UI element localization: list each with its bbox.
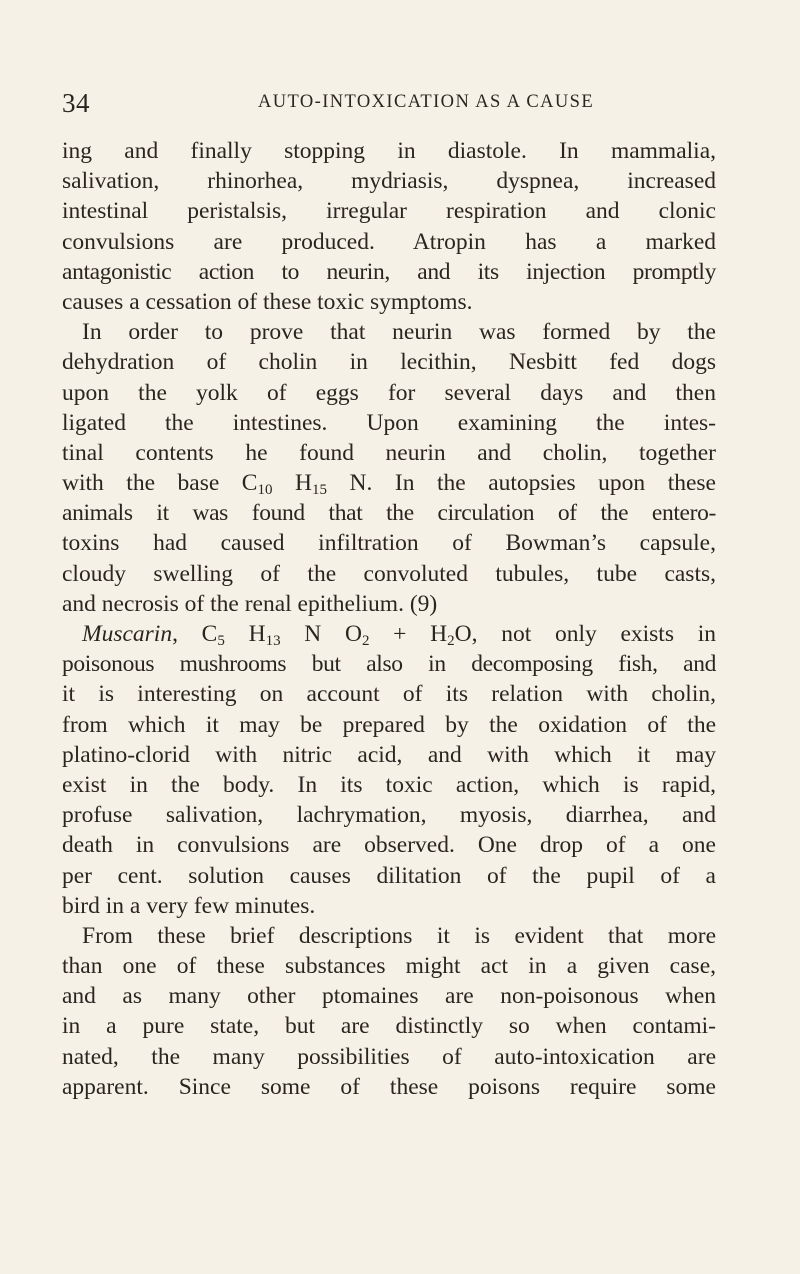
text-line: animals it was found that the circulation of the entero- <box>62 500 716 527</box>
text-line: exist in the body. In its toxic action, which is rapid, <box>62 771 716 798</box>
subscript: 13 <box>265 633 281 649</box>
text-line: death in convulsions are observed. One drop of a one <box>62 832 716 859</box>
formula-text: , C <box>172 621 218 647</box>
text-line: and necrosis of the renal epithelium. (9) <box>62 590 438 617</box>
text-line: salivation, rhinorhea, mydriasis, dyspnea, increased <box>62 168 716 195</box>
running-head: AUTO-INTOXICATION AS A CAUSE <box>258 92 595 112</box>
formula-text: + H <box>369 621 448 647</box>
text-line: ing and finally stopping in diastole. In mammalia, <box>62 138 716 164</box>
text-line: profuse salivation, lachrymation, myosis, diarrhea, and <box>62 802 716 829</box>
text-line: upon the yolk of eggs for several days and then <box>62 379 716 406</box>
text-line: it is interesting on account of its relation with cholin, <box>62 681 716 708</box>
text-line: dehydration of cholin in lecithin, Nesbitt fed dogs <box>62 349 716 376</box>
text-line: in a pure state, but are distinctly so when contami- <box>62 1013 716 1040</box>
text-line: From these brief descriptions it is evident that more <box>82 922 716 949</box>
page-header <box>62 88 716 124</box>
text-line: bird in a very few minutes. <box>62 892 316 919</box>
formula-text: H <box>272 470 312 497</box>
formula-text: N. In the autopsies upon these <box>326 470 716 497</box>
text-line: toxins had caused infiltration of Bowman’s capsule, <box>62 530 716 557</box>
body-text <box>62 136 716 1102</box>
formula-text: N O <box>280 621 362 647</box>
text-line: cloudy swelling of the convoluted tubules, tube casts, <box>62 560 716 587</box>
subscript: 2 <box>361 633 370 649</box>
term-muscarin: Muscarin <box>82 621 173 647</box>
text-line: In order to prove that neurin was formed by the <box>82 319 716 346</box>
subscript: 10 <box>257 482 273 499</box>
subscript: 5 <box>217 633 225 649</box>
text-line: from which it may be prepared by the oxidation of the <box>62 711 716 738</box>
subscript: 2 <box>447 633 455 649</box>
text-line: tinal contents he found neurin and cholin, together <box>62 439 716 466</box>
text-line: convulsions are produced. Atropin has a marked <box>62 228 716 255</box>
text-line: and as many other ptomaines are non-poisonous when <box>62 983 716 1010</box>
formula-text: O, not only exists in <box>454 621 716 647</box>
text-line: antagonistic action to neurin, and its injection promptly <box>62 258 716 285</box>
text-line: than one of these substances might act in a given case, <box>62 953 716 980</box>
text-line: apparent. Since some of these poisons require some <box>62 1073 716 1100</box>
formula-text: H <box>224 621 266 647</box>
text-line: nated, the many possibilities of auto-intoxication are <box>62 1043 716 1070</box>
text-line: per cent. solution causes dilitation of the pupil of a <box>62 862 716 889</box>
formula-text: with the base C <box>62 470 258 497</box>
text-line: causes a cessation of these toxic symptoms. <box>62 288 473 315</box>
text-line: ligated the intestines. Upon examining the intes- <box>62 409 716 436</box>
text-line: poisonous mushrooms but also in decomposing fish, and <box>62 651 716 678</box>
text-line: intestinal peristalsis, irregular respiration and clonic <box>62 198 716 225</box>
page-number: 34 <box>62 88 90 118</box>
text-line: platino-clorid with nitric acid, and with which it may <box>62 741 716 768</box>
formula-line <box>62 619 716 649</box>
subscript: 15 <box>311 482 327 499</box>
formula-line <box>62 468 716 498</box>
